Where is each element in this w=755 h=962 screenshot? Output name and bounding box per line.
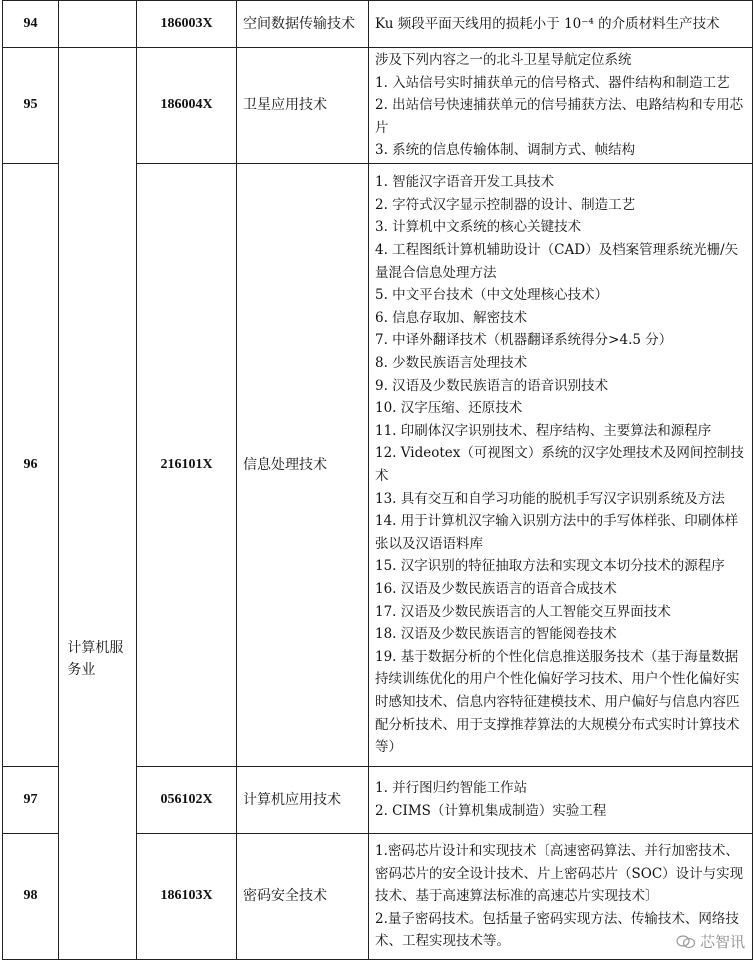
description-item: Ku 频段平面天线用的损耗小于 10⁻⁴ 的介质材料生产技术 bbox=[375, 15, 720, 32]
watermark bbox=[676, 931, 745, 952]
description-item: 18. 汉语及少数民族语言的智能阅卷技术 bbox=[375, 626, 617, 643]
tech-description bbox=[369, 163, 753, 766]
tech-description bbox=[369, 1, 753, 48]
tech-description bbox=[369, 48, 753, 164]
description-item: 3. 系统的信息传输体制、调制方式、帧结构 bbox=[375, 142, 636, 159]
row-number: 95 bbox=[3, 48, 59, 164]
category-cell-blank bbox=[59, 1, 137, 48]
description-item: 19. 基于数据分析的个性化信息推送服务技术（基于海量数据持续训练优化的用户个性化偏好学习技术、用户个性化偏好实时感知技术、信息内容特征建模技术、用户偏好与信息内容匹配分析技术、用于支撑推荐算法的大规模分布式实时计算技术等） bbox=[375, 648, 740, 756]
category-label: 计算机服务业 bbox=[67, 640, 124, 679]
description-item: 12. Videotex（可视图文）系统的汉字处理技术及网间控制技术 bbox=[375, 445, 744, 484]
description-item: 1. 入站信号实时捕获单元的信号格式、器件结构和制造工艺 bbox=[375, 74, 730, 91]
row-number: 97 bbox=[3, 766, 59, 833]
table-row bbox=[3, 48, 753, 164]
watermark-text: 芯智讯 bbox=[699, 933, 745, 951]
table-row bbox=[3, 1, 753, 48]
description-item: 3. 计算机中文系统的核心关键技术 bbox=[375, 219, 582, 236]
tech-code: 216101X bbox=[137, 163, 237, 766]
description-item: 涉及下列内容之一的北斗卫星导航定位系统 bbox=[375, 52, 632, 68]
description-item: 1. 智能汉字语音开发工具技术 bbox=[375, 174, 555, 191]
description-item: 2. CIMS（计算机集成制造）实验工程 bbox=[375, 802, 607, 819]
row-number: 96 bbox=[3, 163, 59, 766]
wechat-icon bbox=[676, 935, 696, 949]
tech-name: 密码安全技术 bbox=[237, 833, 369, 959]
description-item: 8. 少数民族语言处理技术 bbox=[375, 355, 528, 371]
description-item: 13. 具有交互和自学习功能的脱机手写汉字识别系统及方法 bbox=[375, 490, 725, 507]
description-item: 15. 汉字识别的特征抽取方法和实现文本切分技术的源程序 bbox=[375, 558, 725, 575]
row-number: 94 bbox=[3, 1, 59, 48]
tech-code: 186003X bbox=[137, 1, 237, 48]
tech-code: 056102X bbox=[137, 766, 237, 833]
description-item: 4. 工程图纸计算机辅助设计（CAD）及档案管理系统光栅/矢量混合信息处理方法 bbox=[375, 242, 739, 281]
description-item: 1. 并行图归约智能工作站 bbox=[375, 780, 528, 797]
description-item: 7. 中译外翻译技术（机器翻译系统得分>4.5 分） bbox=[375, 332, 673, 349]
tech-table bbox=[2, 0, 753, 960]
tech-name: 卫星应用技术 bbox=[237, 48, 369, 164]
description-item: 11. 印刷体汉字识别技术、程序结构、主要算法和源程序 bbox=[375, 422, 712, 439]
description-item: 14. 用于计算机汉字输入识别方法中的手写体样张、印刷体样张以及汉语语料库 bbox=[375, 513, 739, 552]
description-item: 5. 中文平台技术（中文处理核心技术） bbox=[375, 287, 609, 304]
description-item: 6. 信息存取加、解密技术 bbox=[375, 309, 528, 326]
description-item: 2. 出站信号快速捕获单元的信号捕获方法、电路结构和专用芯片 bbox=[375, 97, 744, 136]
description-item: 9. 汉语及少数民族语言的语音识别技术 bbox=[375, 377, 609, 394]
description-item: 2.量子密码技术。包括量子密码实现方法、传输技术、网络技术、工程实现技术等。 bbox=[375, 910, 739, 950]
tech-name: 信息处理技术 bbox=[237, 163, 369, 766]
category-cell bbox=[59, 48, 137, 960]
description-item: 10. 汉字压缩、还原技术 bbox=[375, 400, 523, 417]
description-item: 2. 字符式汉字显示控制器的设计、制造工艺 bbox=[375, 196, 636, 213]
tech-name: 空间数据传输技术 bbox=[237, 1, 369, 48]
tech-description bbox=[369, 766, 753, 833]
tech-code: 186004X bbox=[137, 48, 237, 164]
description-item: 16. 汉语及少数民族语言的语音合成技术 bbox=[375, 580, 617, 597]
row-number: 98 bbox=[3, 833, 59, 959]
tech-name: 计算机应用技术 bbox=[237, 766, 369, 833]
tech-code: 186103X bbox=[137, 833, 237, 959]
description-item: 17. 汉语及少数民族语言的人工智能交互界面技术 bbox=[375, 603, 671, 620]
description-item: 1.密码芯片设计和实现技术〔高速密码算法、并行加密技术、密码芯片的安全设计技术、片上密码芯片（SOC）设计与实现技术、基于高速算法标准的高速芯片实现技术〕 bbox=[375, 842, 744, 905]
